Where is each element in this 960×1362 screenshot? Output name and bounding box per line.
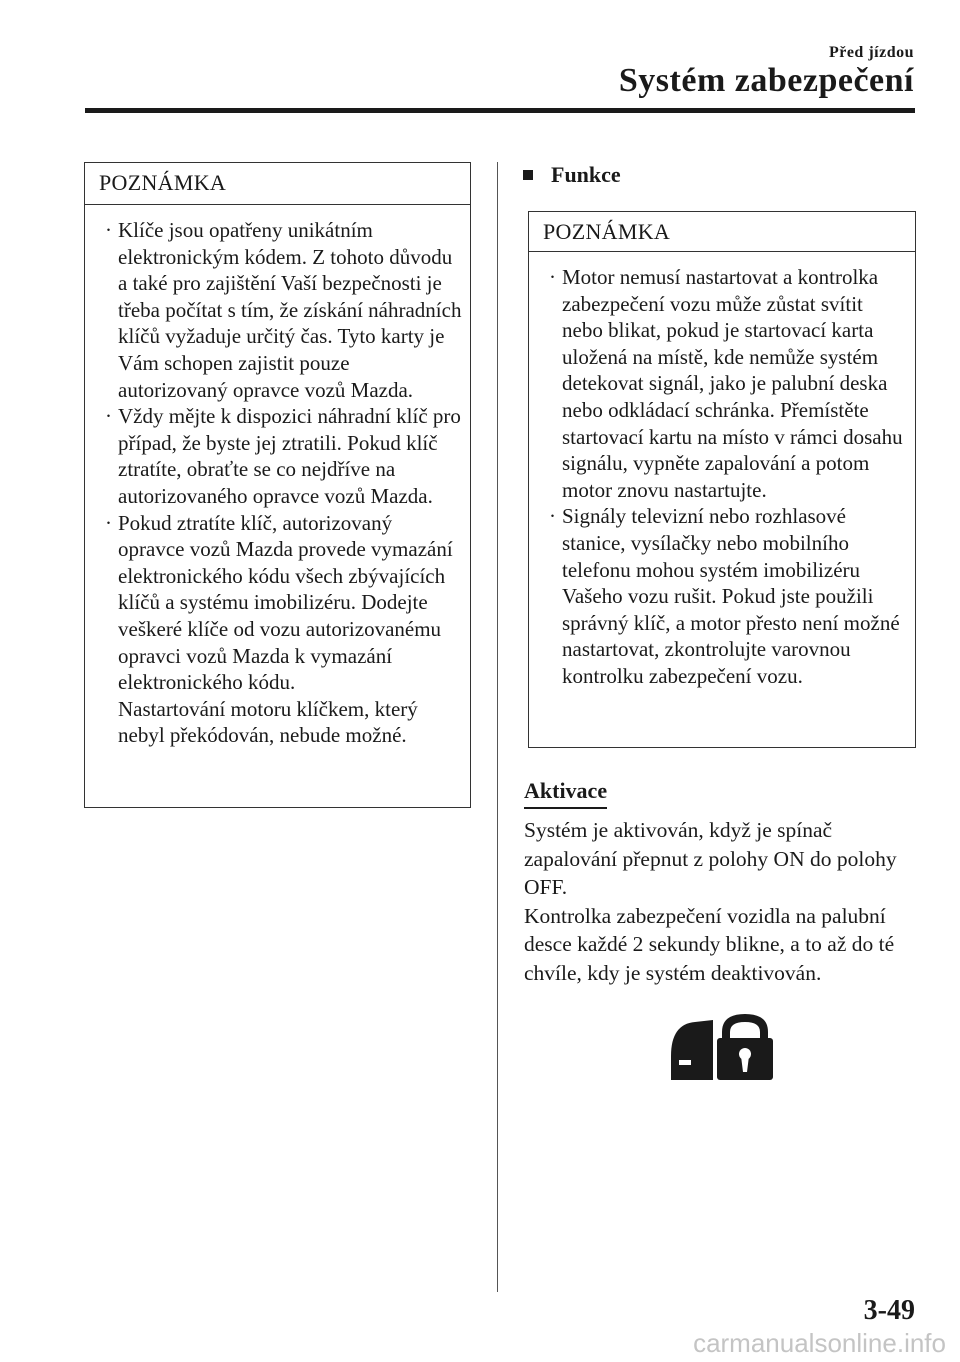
note-list	[529, 252, 915, 698]
note-heading: POZNÁMKA	[529, 212, 915, 252]
section-title: Funkce	[551, 162, 621, 187]
activation-heading: Aktivace	[524, 778, 607, 809]
bullet-icon: ·	[105, 404, 112, 429]
bullet-icon: ·	[105, 510, 112, 535]
bullet-icon: ·	[549, 504, 556, 529]
note-box-right	[528, 211, 916, 748]
page-title: Systém zabezpečení	[618, 62, 914, 99]
car-padlock-icon	[665, 1006, 777, 1087]
note-item-text: Pokud ztratíte klíč, autorizovaný opravce vozů Mazda provede vymazání elektronického kódu všech zbývajících klíčů a systému imobilizéru. Dodejte veškeré klíče od vozu autorizovanému opravci vozů Mazda k vymazání elektronického kódu.	[118, 510, 453, 695]
bullet-icon: ·	[549, 265, 556, 289]
note-item-text: Signály televizní nebo rozhlasové stanice, vysílačky nebo mobilního telefonu mohou systém imobilizéru Vašeho vozu rušit. Pokud jste použili správný klíč, a motor přesto není možné nastartovat, zkontrolujte varovnou kontrolku zabezpečení vozu.	[562, 504, 900, 688]
note-item-text: Motor nemusí nastartovat a kontrolka zabezpečení vozu může zůstat svítit nebo blikat, pokud je startovací karta uložená na místě, kde nemůže systém detekovat signál, jako je palubní deska nebo odkládací schránka. Přemístěte startovací kartu na místo v rámci dosahu signálu, vypněte zapalování a potom motor znovu nastartujte.	[562, 265, 903, 502]
section-marker-icon	[523, 170, 533, 180]
section-heading-funkce	[523, 162, 621, 188]
paragraph: Systém je aktivován, když je spínač zapalování přepnut z polohy ON do polohy OFF.	[524, 818, 897, 899]
note-heading: POZNÁMKA	[85, 163, 470, 205]
note-item	[85, 403, 462, 509]
bullet-icon: ·	[105, 218, 112, 242]
header-section: Před jízdou	[828, 44, 914, 61]
note-list	[85, 205, 470, 757]
note-box-left	[84, 162, 471, 808]
header-rule	[85, 108, 915, 113]
note-item-text: Vždy mějte k dispozici náhradní klíč pro případ, že byste jej ztratili. Pokud klíč ztratíte, obraťte se co nejdříve na autorizovaného opravce vozů Mazda.	[118, 404, 461, 508]
note-item-text: Klíče jsou opatřeny unikátním elektronickým kódem. Z tohoto důvodu a také pro zajištění Vaší bezpečnosti je třeba počítat s tím, že získání náhradních klíčů vyžaduje určitý čas. Tyto karty je Vám schopen zajistit pouze autorizovaný opravce vozů Mazda.	[118, 218, 462, 402]
column-divider	[497, 162, 498, 1292]
activation-body	[524, 816, 919, 987]
note-item	[529, 264, 907, 503]
note-item	[529, 503, 907, 689]
note-item-extra-text: Nastartování motoru klíčkem, který nebyl překódován, nebude možné.	[118, 696, 418, 748]
page-number: 3-49	[863, 1295, 915, 1326]
paragraph: Kontrolka zabezpečení vozidla na palubní desce každé 2 sekundy blikne, a to až do té chvíle, kdy je systém deaktivován.	[524, 903, 895, 985]
note-item	[85, 217, 462, 403]
note-item	[85, 510, 462, 749]
watermark: carmanualsonline.info	[693, 1328, 946, 1358]
